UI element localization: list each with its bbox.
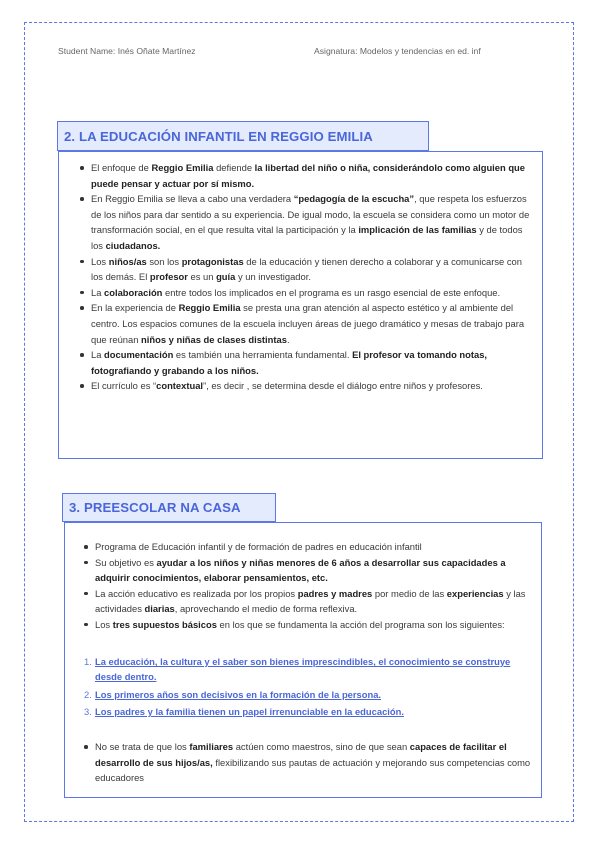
text: En la experiencia de: [91, 302, 179, 314]
bold-text: contextual: [156, 380, 204, 392]
text: y un investigador.: [235, 271, 311, 283]
text: es un: [187, 271, 217, 283]
bold-text: colaboración: [104, 286, 163, 298]
bold-text: guía: [216, 271, 236, 283]
text: por medio de las: [372, 587, 447, 599]
text: El enfoque de: [91, 162, 152, 173]
item-number: 1.: [84, 656, 92, 667]
list-item: [91, 160, 535, 191]
text: No se trata de que los: [95, 741, 190, 752]
numbered-item: [84, 654, 525, 685]
bold-text: El profesor va tomando notas, fotografiando y grabando a los niños.: [91, 349, 488, 376]
section-3-title: 3. PREESCOLAR NA CASA: [62, 493, 276, 522]
list-item: [91, 285, 535, 301]
text: defiende: [213, 162, 255, 173]
text: , que respeta los esfuerzos de los niños para dar sentido a su experiencia. De igual modo, la escuela se considera como un motor de transformación social, en el que resulta vital la participación y la: [91, 193, 530, 236]
subject-name: Asignatura: Modelos y tendencias en ed. inf: [314, 46, 481, 56]
section-3-final-list: [95, 739, 535, 786]
bold-text: la libertad del niño o niña, considerándolo como alguien que puede pensar y actuar por sí mismo.: [91, 162, 525, 189]
text: entre todos los implicados en el programa es un rasgo esencial de este enfoque.: [162, 286, 501, 298]
bold-text: ayudar a los niños y niñas menores de 6 años a desarrollar sus capacidades a adquirir conocimientos, elaborar pensamientos, etc.: [95, 556, 506, 584]
student-name: Student Name: Inés Oñate Martínez: [58, 46, 196, 56]
list-item: [91, 191, 535, 253]
text: La: [91, 286, 105, 298]
bold-text: experiencias: [446, 587, 504, 599]
text: actúen como maestros, sino de que sean: [233, 741, 410, 752]
text: La acción educativo es realizada por los propios: [95, 587, 298, 599]
text: es también una herramienta fundamental.: [173, 349, 353, 361]
text: en los que se fundamenta la acción del programa son los siguientes:: [216, 618, 505, 630]
principle-link[interactable]: La educación, la cultura y el saber son bienes imprescindibles, el conocimiento se construye desde dentro.: [95, 656, 511, 683]
text: Su objetivo es: [95, 556, 157, 568]
bold-text: profesor: [149, 271, 188, 283]
principle-link[interactable]: Los padres y la familia tienen un papel irrenunciable en la educación.: [95, 706, 404, 718]
text: flexibilizando sus pautas de actuación y mejorando sus competencias como educadores: [95, 756, 531, 784]
text: de la educación y tienen derecho a colaborar y a comunicarse con los demás. El: [91, 255, 522, 283]
text: son los: [146, 255, 182, 267]
text: La: [91, 349, 105, 361]
bold-text: protagonistas: [181, 255, 244, 267]
bold-text: “pedagogía de la escucha”: [293, 193, 415, 205]
list-item: [95, 739, 535, 786]
list-item: [95, 539, 535, 555]
bold-text: tres supuestos básicos: [112, 618, 217, 630]
text: .: [286, 333, 290, 345]
list-item: [95, 555, 535, 586]
item-number: 2.: [84, 688, 92, 700]
bold-text: diarias: [144, 603, 175, 615]
text: se presta una gran atención al aspecto estético y al ambiente del centro. Los espacios comunes de la escuela incluyen áreas de juego dramático y mesas de trabajo para que reúnan: [91, 302, 525, 345]
bold-text: niños/as: [108, 255, 147, 267]
numbered-item: [84, 704, 525, 719]
list-item: [91, 300, 535, 347]
section-2-title: 2. LA EDUCACIÓN INFANTIL EN REGGIO EMILIA: [57, 121, 429, 151]
text: Los: [91, 255, 109, 267]
list-item: [91, 378, 535, 394]
list-item: [91, 347, 535, 378]
text: , aprovechando el medio de forma reflexiva.: [174, 603, 358, 615]
section-3-list: [95, 539, 535, 633]
section-2-list: [91, 160, 535, 394]
text: ”, es decir , se determina desde el diálogo entre niños y profesores.: [203, 380, 483, 392]
list-item: [95, 617, 535, 633]
text: y de todos los: [91, 224, 523, 251]
bold-text: capaces de facilitar el desarrollo de sus hijos/as,: [95, 741, 507, 768]
numbered-principles-list: [84, 654, 525, 722]
bold-text: ciudadanos.: [105, 239, 161, 251]
text: Los: [95, 618, 113, 630]
bold-text: padres y madres: [297, 587, 373, 599]
text: El currículo es “: [91, 380, 157, 392]
bold-text: Reggio Emilia: [151, 162, 214, 173]
bold-text: documentación: [104, 349, 174, 361]
text: Programa de Educación infantil y de formación de padres en educación infantil: [95, 541, 422, 552]
text: y las actividades: [95, 587, 526, 615]
item-number: 3.: [84, 706, 92, 718]
bold-text: Reggio Emilia: [178, 302, 241, 314]
list-item: [95, 586, 535, 617]
text: En Reggio Emilia se lleva a cabo una verdadera: [91, 193, 294, 205]
principle-link[interactable]: Los primeros años son decisivos en la formación de la persona.: [95, 688, 382, 700]
list-item: [91, 254, 535, 285]
bold-text: familiares: [189, 741, 234, 752]
bold-text: niños y niñas de clases distintas: [141, 333, 287, 345]
bold-text: implicación de las familias: [358, 224, 477, 236]
numbered-item: [84, 687, 525, 702]
